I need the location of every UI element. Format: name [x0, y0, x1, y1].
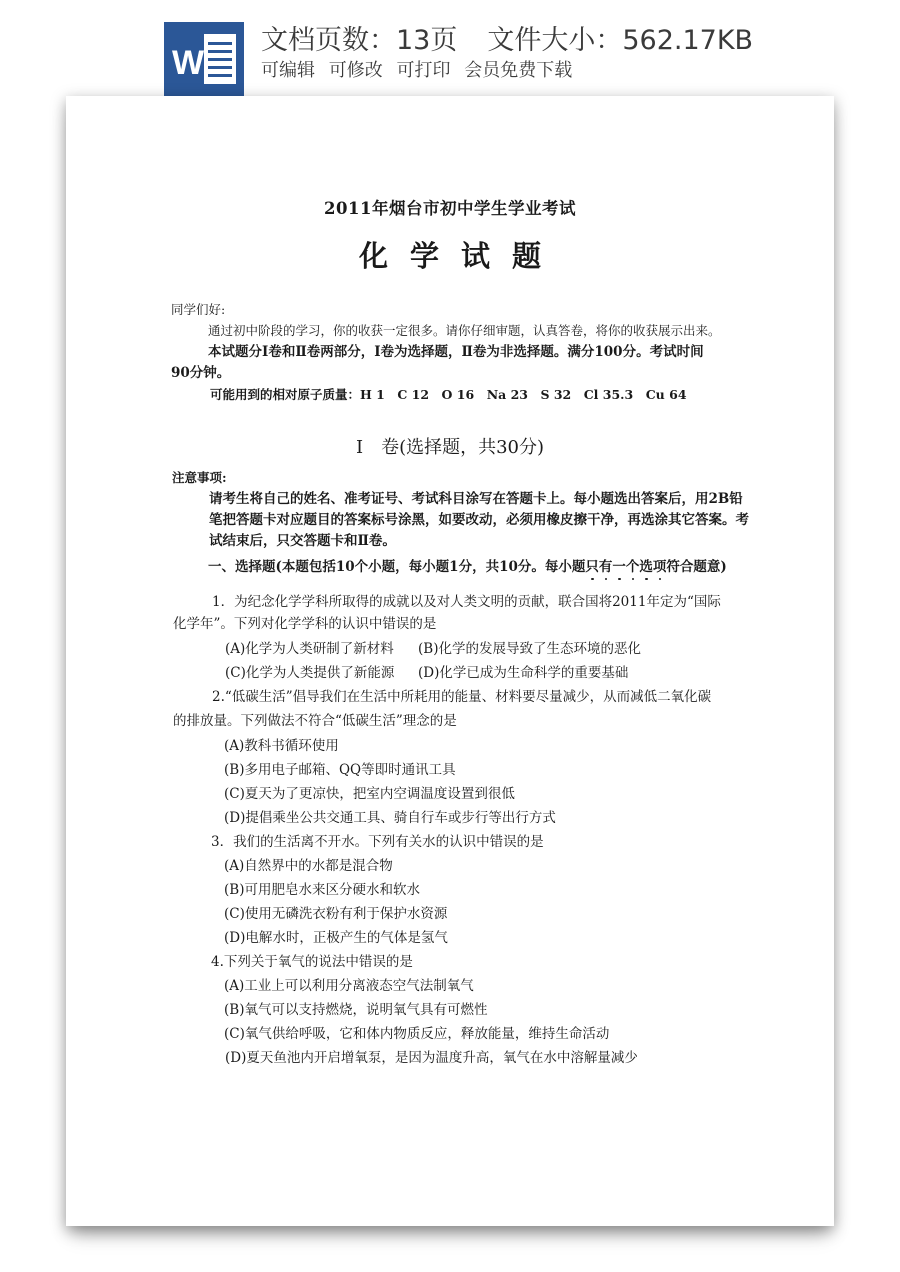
question-option: (C)氧气供给呼吸，它和体内物质反应，释放能量，维持生命活动	[224, 1026, 610, 1042]
question-stem: 1．为纪念化学学科所取得的成就以及对人类文明的贡献，联合国将2011年定为“国际	[212, 594, 721, 610]
question-stem: 的排放量。下列做法不符合“低碳生活”理念的是	[173, 713, 457, 729]
question-option: (C)化学为人类提供了新能源	[225, 665, 395, 681]
atomic-masses: 可能用到的相对原子质量：H 1 C 12 O 16 Na 23 S 32 Cl 35.3 Cu 64	[210, 387, 687, 402]
question-option: (A)工业上可以利用分离液态空气法制氧气	[224, 978, 474, 994]
subject-char: 题	[512, 239, 542, 273]
page-count: 文档页数：13页	[261, 25, 458, 56]
question-option: (D)夏天鱼池内开启增氧泵，是因为温度升高，氧气在水中溶解量减少	[225, 1050, 638, 1066]
notice-title: 注意事项:	[172, 470, 227, 485]
subject-char: 化	[358, 239, 388, 273]
logo-letter: W	[172, 44, 205, 82]
notice-line: 试结束后，只交答题卡和Ⅱ卷。	[209, 533, 396, 549]
subject-char: 学	[409, 239, 439, 273]
intro-text: 通过初中阶段的学习，你的收获一定很多。请你仔细审题，认真答卷，将你的收获展示出来。	[208, 323, 721, 338]
notice-line: 笔把答题卡对应题目的答案标号涂黑，如要改动，必须用橡皮擦干净，再选涂其它答案。考	[209, 512, 749, 528]
word-document-icon	[164, 22, 244, 96]
subject-char: 试	[461, 239, 491, 273]
rules-line: 本试题分Ⅰ卷和Ⅱ卷两部分，Ⅰ卷为选择题，Ⅱ卷为非选择题。满分100分。考试时间	[208, 344, 704, 360]
greeting: 同学们好:	[171, 302, 226, 317]
question-option: (B)化学的发展导致了生态环境的恶化	[418, 641, 641, 657]
question-stem: 化学年”。下列对化学学科的认识中错误的是	[173, 616, 437, 632]
exam-title: 2011年烟台市初中学生学业考试	[324, 199, 576, 218]
question-stem: 3．我们的生活离不开水。下列有关水的认识中错误的是	[211, 834, 544, 850]
rules-line: 90分钟。	[171, 365, 231, 381]
question-option: (B)多用电子邮箱、QQ等即时通讯工具	[224, 762, 456, 778]
question-option: (D)提倡乘坐公共交通工具、骑自行车或步行等出行方式	[224, 810, 556, 826]
question-option: (D)电解水时，正极产生的气体是氢气	[224, 930, 448, 946]
question-option: (A)化学为人类研制了新材料	[225, 641, 394, 657]
question-option: (A)自然界中的水都是混合物	[224, 858, 393, 874]
file-size: 文件大小：562.17KB	[487, 25, 754, 56]
question-option: (C)使用无磷洗衣粉有利于保护水资源	[224, 906, 448, 922]
section-title: Ⅰ 卷(选择题，共30分)	[355, 437, 545, 458]
question-option: (B)氧气可以支持燃烧，说明氧气具有可燃性	[224, 1002, 488, 1018]
question-option: (D)化学已成为生命科学的重要基础	[418, 665, 629, 681]
feature-item: 会员免费下载	[464, 60, 573, 81]
question-stem: 4.下列关于氧气的说法中错误的是	[211, 954, 413, 970]
feature-list	[261, 56, 580, 82]
download-banner	[0, 0, 900, 96]
question-option: (C)夏天为了更凉快，把室内空调温度设置到很低	[224, 786, 515, 802]
file-info	[261, 18, 753, 57]
feature-item: 可修改	[328, 60, 383, 81]
subject-title	[66, 238, 834, 274]
part-one-heading: 一、选择题(本题包括10个小题，每小题1分，共10分。每小题只有一个选项符合题意)	[208, 559, 727, 575]
question-option: (A)教科书循环使用	[224, 738, 339, 754]
feature-item: 可编辑	[261, 60, 315, 81]
notice-line: 请考生将自己的姓名、准考证号、考试科目涂写在答题卡上。每小题选出答案后，用2B铅	[209, 491, 743, 507]
document-page	[66, 96, 834, 1226]
question-option: (B)可用肥皂水来区分硬水和软水	[224, 882, 420, 898]
feature-item: 可打印	[396, 60, 451, 81]
question-stem: 2.“低碳生活”倡导我们在生活中所耗用的能量、材料要尽量减少，从而减低二氧化碳	[212, 689, 712, 705]
